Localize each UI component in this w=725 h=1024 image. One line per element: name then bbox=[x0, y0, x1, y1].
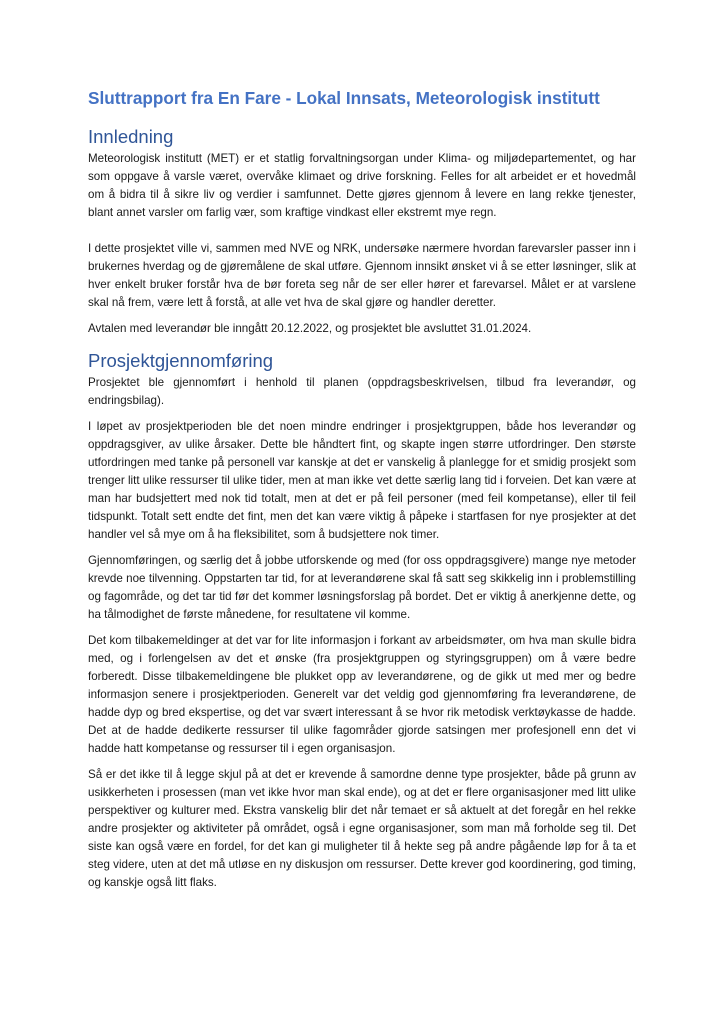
paragraph: Gjennomføringen, og særlig det å jobbe utforskende og med (for oss oppdragsgivere) mange nye metoder krevde noe tilvenning. Oppstarten tar tid, for at leverandørene skal få satt seg skikkelig inn i problemstilling og fagområde, og det tar tid før det kommer løsningsforslag på bordet. Det er viktig å anerkjenne dette, og ha tålmodighet de første månedene, for resultatene vil komme. bbox=[88, 554, 636, 621]
paragraph: Meteorologisk institutt (MET) er et statlig forvaltningsorgan under Klima- og miljødepartementet, og har som oppgave å varsle været, overvåke klimaet og drive forskning. Felles for alt arbeidet er et hovedmål om å bidra til å sikre liv og verdier i samfunnet. Dette gjøres gjennom å levere en lang rekke tjenester, blant annet varsler om farlig vær, som kraftige vindkast eller ekstremt mye regn. bbox=[88, 152, 636, 219]
paragraph: Avtalen med leverandør ble inngått 20.12.2022, og prosjektet ble avsluttet 31.01.2024. bbox=[88, 322, 532, 335]
section-heading: Innledning bbox=[88, 126, 174, 147]
paragraph: I dette prosjektet ville vi, sammen med NVE og NRK, undersøke nærmere hvordan farevarsler passer inn i brukernes hverdag og de gjøremålene de skal utføre. Gjennom innsikt ønsket vi å se etter løsninger, slik at hver enkelt bruker forstår hva de bør foreta seg når de ser eller hører et farevarsel. Målet er at varslene skal nå frem, være lett å forstå, at alle vet hva de skal gjøre og handler deretter. bbox=[88, 242, 636, 309]
paragraph: Det kom tilbakemeldinger at det var for lite informasjon i forkant av arbeidsmøter, om hva man skulle bidra med, og i forlengelsen av det et ønske (fra prosjektgruppen og styringsgruppen) om å være bedre forberedt. Disse tilbakemeldingene ble plukket opp av leverandørene, og de gikk ut med mer og bedre informasjon senere i prosjektperioden. Generelt var det veldig god gjennomføring fra leverandørene, de hadde dyp og bred ekspertise, og det var svært interessant å se hvor rik metodisk verktøykasse de hadde. Det at de hadde dedikerte ressurser til ulike fagområder gjorde satsingen mer profesjonell enn det vi hadde hatt kompetanse og ressurser til i egen organisasjon. bbox=[88, 634, 636, 755]
section-prosjektgjennomforing bbox=[88, 349, 636, 892]
paragraph: Prosjektet ble gjennomført i henhold til planen (oppdragsbeskrivelsen, tilbud fra leverandør, og endringsbilag). bbox=[88, 376, 636, 407]
paragraph: Så er det ikke til å legge skjul på at det er krevende å samordne denne type prosjekter, både på grunn av usikkerheten i prosessen (man vet ikke hvor man skal ende), og at det er flere organisasjoner med litt ulike perspektiver og kulturer med. Ekstra vanskelig blir det når temaet er så aktuelt at det foregår en hel rekke andre prosjekter og aktiviteter på området, også i egne organisasjoner, som man må forholde seg til. Det siste kan også være en fordel, for det kan gi muligheter til å hekte seg på andre pågående løp for å ta et steg videre, uten at det må utløse en ny diskusjon om ressurser. Dette krever god koordinering, god timing, og kanskje også litt flaks. bbox=[88, 768, 636, 889]
section-innledning bbox=[88, 125, 636, 338]
paragraph: I løpet av prosjektperioden ble det noen mindre endringer i prosjektgruppen, både hos leverandør og oppdragsgiver, av ulike årsaker. Dette ble håndtert fint, og skapte ingen større utfordringer. Den største utfordringen med tanke på personell var kanskje at det er vanskelig å planlegge for et smidig prosjekt som trenger litt ulike ressurser til ulike tider, men at man ikke vet dette særlig lang tid i forveien. Det kan være at man har budsjettert med nok tid totalt, men at det er på feil personer (med feil kompetanse), eller til feil tidspunkt. Totalt sett endte det fint, men det kan være viktig å påpeke i startfasen for nye prosjekter at det handler vel så mye om å ha fleksibilitet, som å budsjettere nok timer. bbox=[88, 420, 636, 541]
document-title: Sluttrapport fra En Fare - Lokal Innsats, Meteorologisk institutt bbox=[88, 88, 600, 108]
section-heading: Prosjektgjennomføring bbox=[88, 350, 274, 371]
document-page bbox=[88, 86, 636, 900]
